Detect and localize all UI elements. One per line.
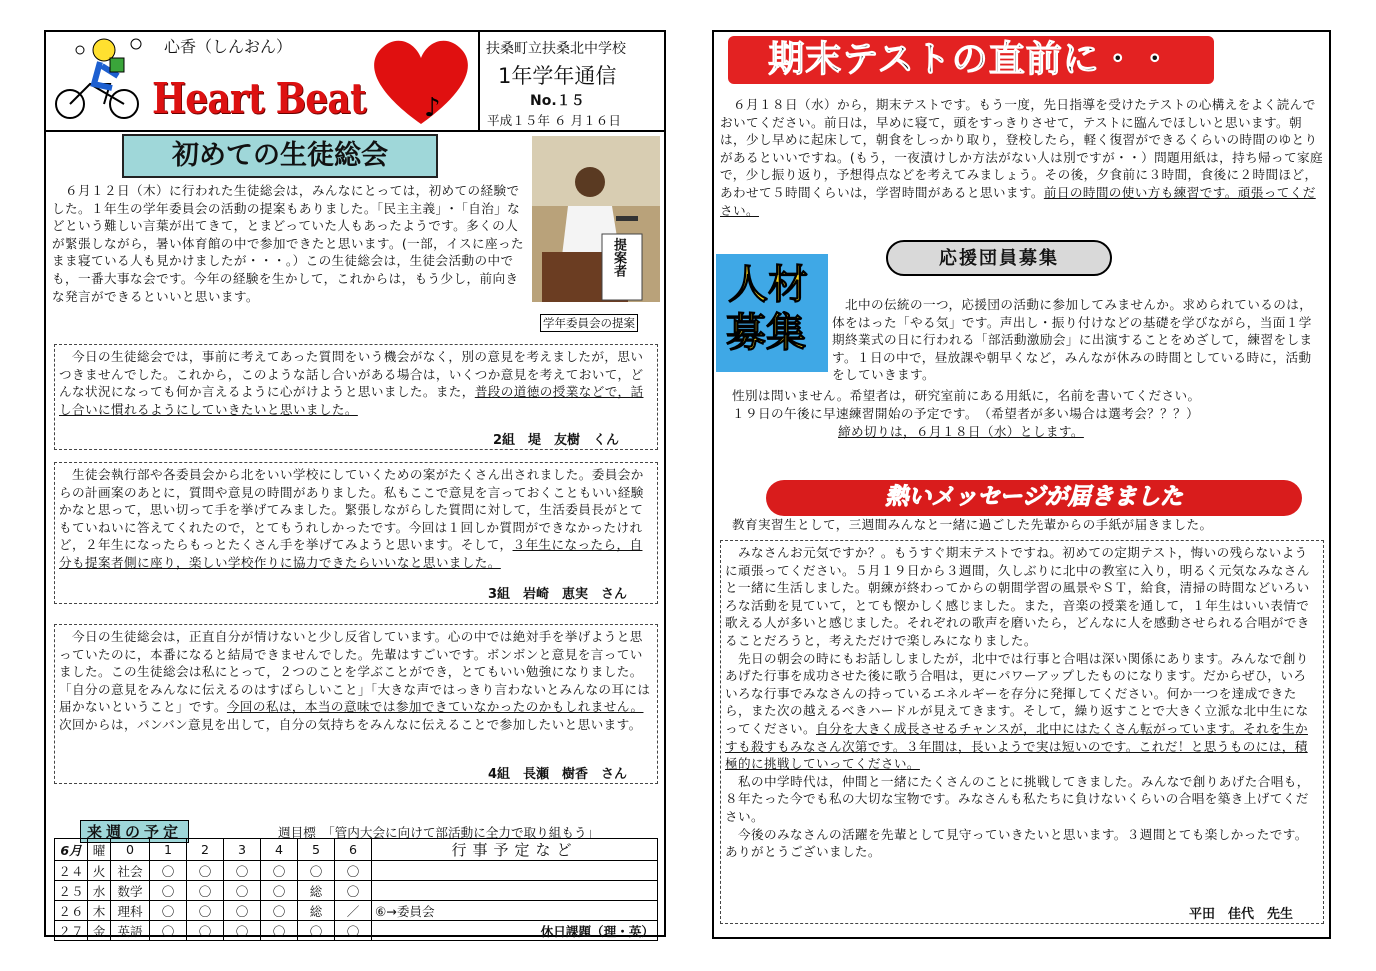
cyclist-illustration [50, 36, 150, 126]
schedule-cell: 水 [88, 881, 111, 901]
schedule-cell: 英語 [111, 921, 150, 941]
comment-author: 2組 堤 友樹 くん [492, 433, 619, 448]
message-banner: 熱いメッセージが届きました [766, 480, 1302, 516]
letter-underlined: 自分を大きく成長させるチャンスが，北中にはたくさん転がっています。それを生かすも殺すもみなさん次第です。３年間は，長いようで実は短いのです。これだ！と思うものには，積極的に挑戦していってください。 [725, 720, 1308, 772]
letter-text: 先日の朝会の時にもお話ししましたが，北中では行事と合唱は深い関係にあります。みんなで創りあげた行事を成功させた後に歌う合唱は，更にパワーアップしたものになります。だからぜひ，いろいろな行事でみなさんの持っているエネルギーを存分に発揮してください。何か一つを達成できたら，また次の越えるべきハードルが見えてきます。そして，繰り返すことで大きく立派な北中生になってください。 [725, 650, 1309, 736]
svg-text:♪: ♪ [424, 93, 441, 123]
recruit-line: １９日の午後に早速練習開始の予定です。 （希望者が多い場合は選考会？？？） [732, 406, 1200, 421]
schedule-cell: 〇 [224, 901, 261, 921]
schedule-header-cell: 曜 [88, 839, 111, 861]
message-intro: 教育実習生として，三週間みんなと一緒に過ごした先輩からの手紙が届きました。 [732, 517, 1213, 532]
schedule-cell: 〇 [150, 881, 187, 901]
comment-text: 今日の生徒総会では，事前に考えてあった質問をいう機会がなく，別の意見を考えましたが，思いつきませんでした。これから，このような話し合いがある場合は，いくつか意見を考えておいて，どんな状況になっても何か言えるように心がけようと思いました。また， [59, 349, 644, 400]
photo-caption: 学年委員会の提案 [540, 314, 638, 332]
schedule-table [54, 838, 658, 941]
masthead [46, 32, 666, 132]
stamp-line: 募集 [726, 310, 806, 356]
schedule-header-cell: 行事予定など [372, 839, 658, 861]
schedule-cell: 〇 [298, 921, 335, 941]
letter-paragraph: みなさんお元気ですか？。もうすぐ期末テストですね。初めての定期テスト，悔いの残らないように頑張ってください。５月１９日から３週間，久しぶりに北中の教室に入り，明るく元気なみなさんと一緒に生活しました。朝練が終わってからの朝間学習の風景やＳＴ，給食，清掃の時間などいろいろな活動を見ていて，とても懐かしく感じました。また，音楽の授業を通して，１年生はいい表情で歌える人が多いと感じました。それぞれの歌声を磨いたら，どんなに人を感動させられる合唱ができることだろうと，考えただけで楽しみになりました。 [725, 545, 1310, 648]
schedule-cell: 金 [88, 921, 111, 941]
schedule-header-cell: 6 [335, 839, 372, 861]
newsletter-page-right [712, 30, 1331, 939]
schedule-cell [372, 881, 658, 901]
letter-paragraph: 今後のみなさんの活躍を先輩として見守っていきたいと思います。３週間とても楽しかったです。ありがとうございました。 [725, 826, 1308, 860]
exam-body [720, 96, 1324, 219]
schedule-row [55, 901, 658, 921]
schedule-cell: 休日課題（理・英） [372, 921, 658, 941]
heart-icon [366, 32, 476, 128]
schedule-cell: 〇 [298, 861, 335, 881]
comment-text: 次回からは，バンバン意見を出して，自分の気持ちをみんなに伝えることで参加したいと思います。 [59, 716, 642, 732]
schedule-row [55, 861, 658, 881]
schedule-cell: 社会 [111, 861, 150, 881]
schedule-cell: 〇 [187, 881, 224, 901]
schedule-cell: 〇 [150, 861, 187, 881]
schedule-row [55, 881, 658, 901]
schedule-cell: 〇 [335, 881, 372, 901]
comment-author: 3組 岩崎 恵実 さん [487, 587, 627, 602]
schedule-title: 来週の予定 [80, 820, 189, 843]
stamp-line: 人材 [728, 262, 808, 308]
schedule-cell: 理科 [111, 901, 150, 921]
letter-box [720, 540, 1324, 924]
schedule-cell: 木 [88, 901, 111, 921]
exam-headline: 期末テストの直前に・・ [728, 36, 1214, 84]
schedule-header-row [55, 839, 658, 861]
schedule-header-cell: 5 [298, 839, 335, 861]
issue-number: No.１５ [530, 93, 585, 109]
school-name: 扶桑町立扶桑北中学校 [486, 41, 626, 57]
schedule-cell: 〇 [335, 921, 372, 941]
issue-date: 平成１５年 ６ 月１６日 [487, 113, 621, 128]
schedule-header-cell: 1 [150, 839, 187, 861]
schedule-cell: 〇 [187, 921, 224, 941]
recruit-badge: 応援団員募集 [886, 240, 1112, 276]
schedule-cell: ／ [335, 901, 372, 921]
article-headline: 初めての生徒総会 [122, 134, 438, 178]
schedule-cell: 〇 [187, 861, 224, 881]
article-body: ６月１２日（木）に行われた生徒総会は，みんなにとっては，初めての経験でした。１年生の学年委員会の活動の提案もありました。「民主主義」･「自治」などという難しい言葉が出てきて，とまどっていた人もあったようです。多くの人が緊張しながら，暑い体育館の中で参加できたと思います。(一部，イスに座ったまま寝ている人も見かけましたが・・・。）この生徒総会は，生徒会活動の中でも，一番大事な会です。今年の経験を生かして，これからは，もう少し，前向きな発言ができるといいと思います。 [52, 183, 524, 304]
recruit-deadline: 締め切りは，６月１８日（水）とします。 [838, 424, 1084, 439]
letter-signature: 平田 佳代 先生 [1188, 907, 1293, 922]
comment-text: 生徒会執行部や各委員会から北をいい学校にしていくための案がたくさん出されました。委員会からの計画案のあとに，質問や意見の時間がありました。私もここで意見を言っておくこともいい経験かなと思って，思い切って手を挙げてみました。緊張しながらした質問に対して，生活委員長がとてもていねいに答えてくれたので，とてもうれしかったです。今回は１回しか質問ができなかったけれど，２年生になったらもっとたくさん手を挙げてみようと思います。そして， [59, 467, 644, 553]
comment-underlined: ３年生になったら，自分も提案者側に座り，楽しい学校作りに協力できたらいいなと思いました。 [59, 537, 643, 570]
schedule-cell: ２４ [55, 861, 88, 881]
schedule-header-cell: 2 [187, 839, 224, 861]
schedule-cell: 〇 [150, 901, 187, 921]
comment-underlined: 今回の私は，本当の意味では参加できていなかったのかもしれません。 [226, 699, 644, 715]
schedule-cell: 数学 [111, 881, 150, 901]
weekly-goal: 週目標 「管内大会に向けて部活動に全力で取り組もう」 [278, 825, 600, 840]
comment-underlined: 普段の道徳の授業などで，話し合いに慣れるようにしていきたいと思いました。 [59, 384, 644, 417]
student-photo [532, 136, 660, 302]
schedule-cell: 総 [298, 901, 335, 921]
exam-text: ６月１８日（水）から，期末テストです。もう一度，先日指導を受けたテストの心構えをよく読んでおいてください。前日は，早めに寝て，頭をすっきりさせて，テストに臨んでほしいと思います。朝は，少し早めに起床して，朝食をしっかり取り，登校したら，軽く復習ができるくらいの時間のゆとりがあるといいですね。(もう，一夜漬けしか方法がない人は別ですが・・）問題用紙は，持ち帰って家庭で，少し振り返り，予想得点などを考えてみましょう。その後，夕食前に３時間，食後に２時間ほど，あわせて５時間くらいは，学習時間があると思います。 [720, 97, 1324, 200]
schedule-cell [372, 861, 658, 881]
schedule-cell: 〇 [224, 861, 261, 881]
schedule-cell: 〇 [224, 881, 261, 901]
recruit-line: 性別は問いません。希望者は，研究室前にある用紙に，名前を書いてください。 [732, 388, 1201, 403]
letter-paragraph: 私の中学時代は，仲間と一緒にたくさんのことに挑戦してきました。みんなで創りあげた合唱も，８年たった今でも私の大切な宝物です。みなさんも私たちに負けないくらいの合唱を築き上げてください。 [725, 773, 1310, 824]
schedule-header-cell: 3 [224, 839, 261, 861]
photo-sign: 提案者 [611, 238, 626, 277]
letter-paragraph [725, 650, 1319, 773]
schedule-cell: 火 [88, 861, 111, 881]
grade-title: 1年学年通信 [498, 64, 617, 88]
recruit-body: 北中の伝統の一つ，応援団の活動に参加してみませんか。求められているのは，体をはった「やる気」です。声出し・振り付けなどの基礎を学びながら，当面１学期終業式の日に行われる「部活動激励会」に出演することをめざして，練習をします。１日の中で，昼放課や朝早くなど，みんなが休みの時間としている時に，活動をしていきます。 [832, 297, 1313, 383]
schedule-cell: 〇 [187, 901, 224, 921]
newsletter-subtitle: 心香（しんおん） [164, 37, 293, 56]
schedule-cell: ⑥→委員会 [372, 901, 658, 921]
masthead-divider [478, 32, 480, 130]
newsletter-title: Heart Beat [152, 74, 366, 123]
schedule-cell: ２５ [55, 881, 88, 901]
schedule-cell: ２６ [55, 901, 88, 921]
schedule-cell: 〇 [261, 881, 298, 901]
exam-underlined: 前日の時間の使い方も練習です。頑張ってください。 [720, 184, 1316, 218]
schedule-cell: 〇 [261, 921, 298, 941]
recruit-stamp [716, 254, 828, 372]
schedule-header-cell: 4 [261, 839, 298, 861]
schedule-cell: ２７ [55, 921, 88, 941]
schedule-cell: 〇 [261, 861, 298, 881]
newsletter-page-left [44, 30, 666, 937]
schedule-header-cell: 0 [111, 839, 150, 861]
schedule-cell: 〇 [224, 921, 261, 941]
comment-box [54, 344, 658, 450]
schedule-cell: 〇 [150, 921, 187, 941]
schedule-cell: 〇 [335, 861, 372, 881]
schedule-cell: 総 [298, 881, 335, 901]
letter-body [725, 544, 1319, 861]
comment-box [54, 624, 658, 784]
schedule-header-cell: 6月 [55, 839, 88, 861]
schedule-cell: 〇 [261, 901, 298, 921]
schedule-row [55, 921, 658, 941]
comment-text: 今日の生徒総会は，正直自分が情けないと少し反省しています。心の中では絶対手を挙げようと思っていたのに，本番になると結局できませんでした。先輩はすごいです。ボンボンと意見を言っていました。この生徒総会は私にとって，２つのことを学ぶことができ，とてもいい勉強になりました。「自分の意見をみんなに伝えるのはすばらしいこと」「大きな声ではっきり言わないとみんなの耳には届かないということ」です。 [59, 629, 651, 715]
comment-author: 4組 長瀬 樹香 さん [487, 767, 627, 782]
comment-box [54, 462, 658, 604]
